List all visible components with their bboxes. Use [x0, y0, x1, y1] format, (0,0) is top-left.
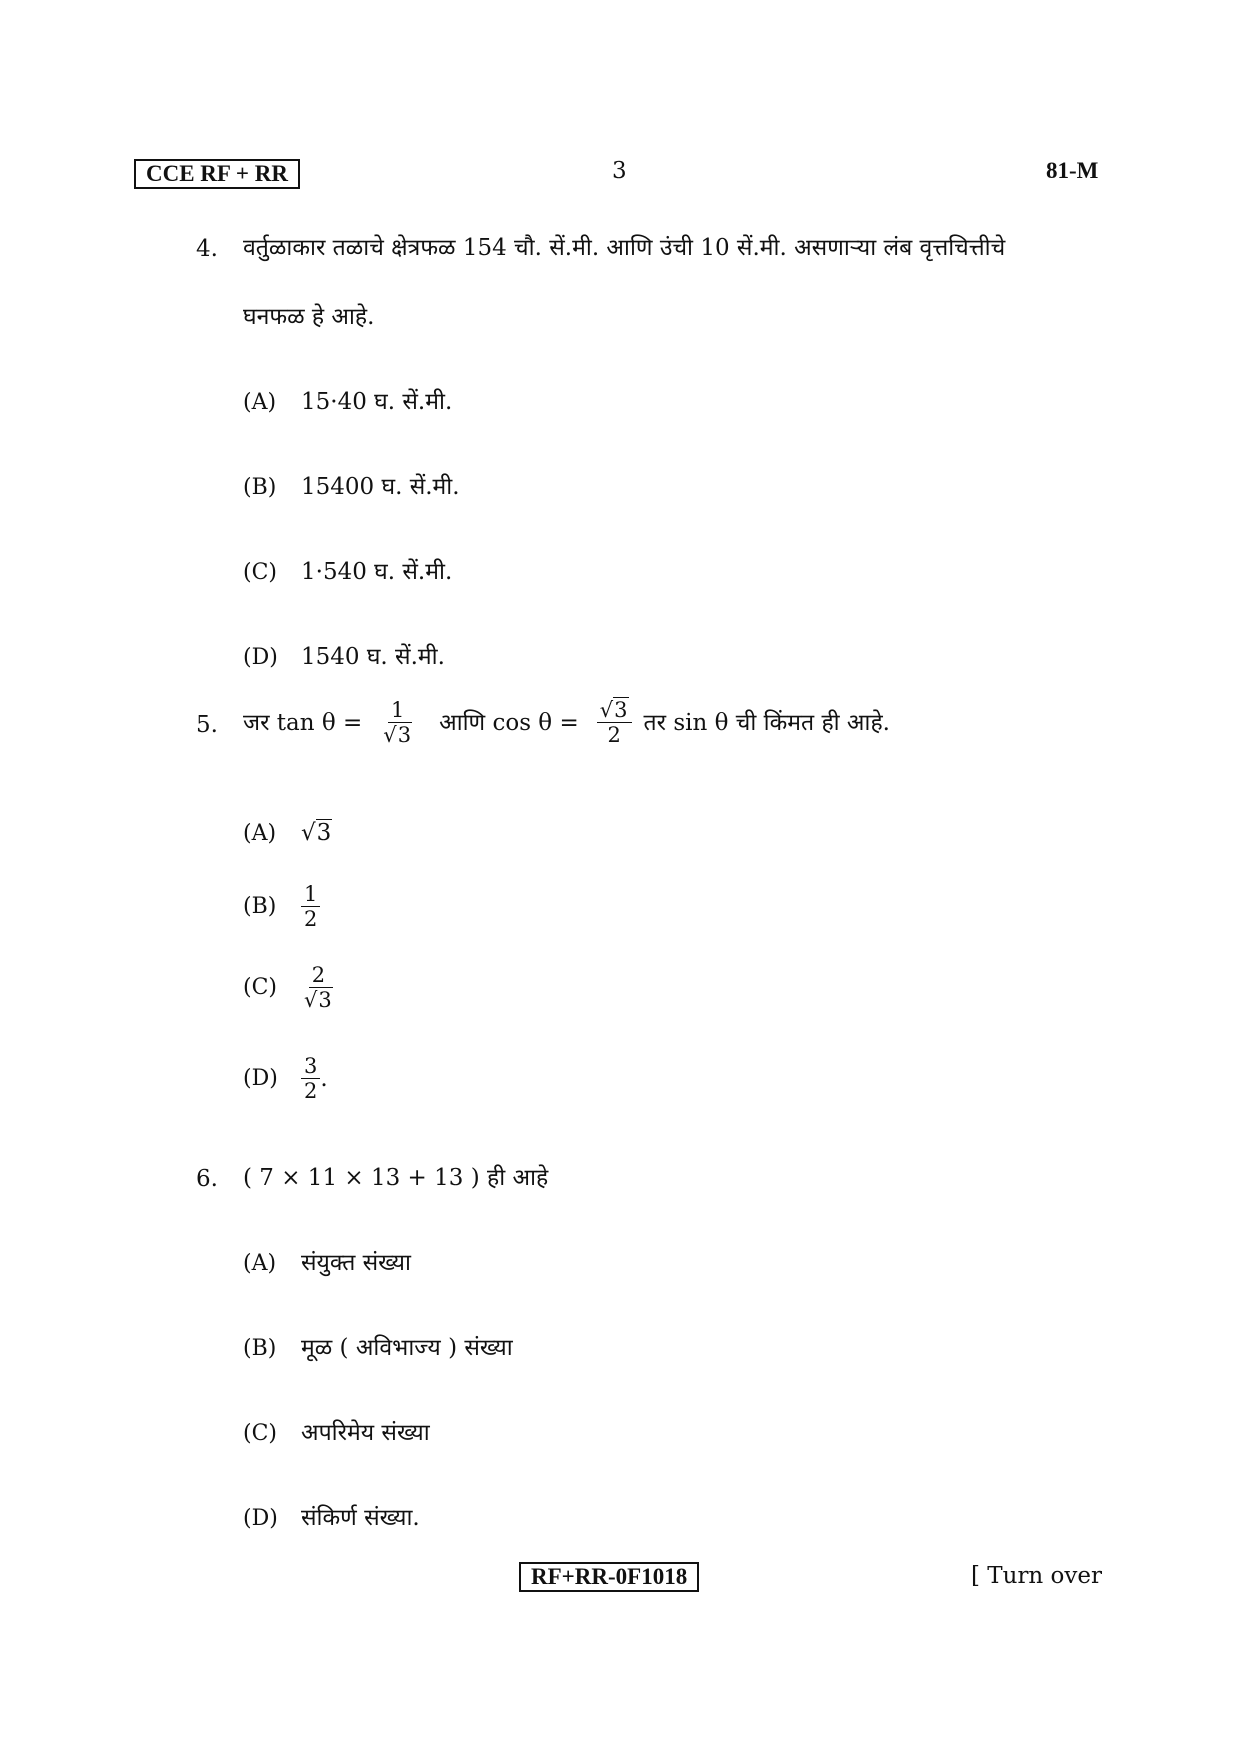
- option-text: मूळ ( अविभाज्य ) संख्या: [301, 1335, 513, 1361]
- q4-text-line2: घनफळ हे आहे.: [243, 304, 375, 330]
- q5-suffix: तर sin θ ची किंमत ही आहे.: [643, 709, 890, 736]
- option-label: (D): [243, 1066, 278, 1091]
- option-label: (A): [243, 389, 277, 415]
- option-label: (B): [243, 894, 277, 919]
- q4-option-d: [243, 642, 445, 672]
- option-fraction: [301, 1054, 320, 1103]
- q5-prefix: जर tan θ =: [243, 709, 363, 736]
- fraction-denominator: √3: [304, 988, 332, 1012]
- option-text: 15400 घ. सें.मी.: [301, 474, 460, 500]
- option-label: (D): [243, 1505, 278, 1531]
- fraction-numerator: 1: [388, 698, 407, 723]
- fraction-numerator: √3: [597, 698, 632, 723]
- option-text: 15·40 घ. सें.मी.: [301, 389, 453, 415]
- fraction-denominator: √3: [383, 723, 412, 747]
- q6-option-b: [243, 1333, 513, 1363]
- option-label: (A): [243, 820, 277, 846]
- radicand: 3: [316, 820, 332, 846]
- fraction-denominator: 2: [304, 907, 318, 931]
- q5-number: 5.: [196, 712, 218, 738]
- q4-option-a: [243, 387, 452, 417]
- footer-code: RF+RR-0F1018: [519, 1562, 699, 1592]
- radicand: 3: [318, 988, 332, 1012]
- q6-option-d: [243, 1503, 420, 1533]
- q5-option-d: [243, 1054, 328, 1103]
- q4-text-line1: वर्तुळाकार तळाचे क्षेत्रफळ 154 चौ. सें.मी. आणि उंची 10 सें.मी. असणाऱ्या लंब वृत्तचित्तीचे: [243, 235, 1006, 261]
- option-label: (A): [243, 1250, 277, 1276]
- q4-number: 4.: [196, 236, 218, 262]
- option-label: (B): [243, 474, 277, 500]
- q6-number: 6.: [196, 1166, 218, 1192]
- option-text: 1540 घ. सें.मी.: [301, 644, 445, 670]
- option-label: (D): [243, 644, 278, 670]
- q5-stem: [243, 698, 890, 747]
- q5-option-b: [243, 882, 320, 931]
- page-number: 3: [612, 158, 627, 184]
- option-text: अपरिमेय संख्या: [301, 1420, 430, 1446]
- q6-text: ( 7 × 11 × 13 + 13 ) ही आहे: [243, 1165, 549, 1191]
- fraction-numerator: 1: [301, 882, 320, 907]
- q5-middle: आणि cos θ =: [439, 709, 579, 736]
- option-text: संयुक्त संख्या: [301, 1250, 411, 1276]
- option-label: (C): [243, 559, 277, 585]
- fraction-numerator: 2: [309, 963, 328, 988]
- option-text: 1·540 घ. सें.मी.: [301, 559, 453, 585]
- q5-option-a: [243, 818, 332, 848]
- option-label: (B): [243, 1335, 277, 1361]
- option-fraction: [301, 882, 320, 931]
- option-suffix: .: [320, 1065, 328, 1092]
- turn-over: [ Turn over: [971, 1563, 1103, 1589]
- option-sqrt: √3: [301, 820, 332, 846]
- radicand: 3: [397, 723, 412, 747]
- fraction-numerator: 3: [301, 1054, 320, 1079]
- radicand: 3: [614, 698, 628, 722]
- q6-option-c: [243, 1418, 430, 1448]
- q4-option-b: [243, 472, 460, 502]
- q4-option-c: [243, 557, 452, 587]
- tan-fraction: [380, 698, 415, 747]
- cos-fraction: [597, 698, 632, 747]
- q6-option-a: [243, 1248, 411, 1278]
- header-code: CCE RF + RR: [134, 159, 300, 189]
- option-label: (C): [243, 1420, 277, 1446]
- fraction-denominator: 2: [607, 723, 621, 747]
- option-text: संकिर्ण संख्या.: [301, 1505, 420, 1531]
- paper-code: 81-M: [1046, 158, 1099, 183]
- option-fraction: [301, 963, 336, 1012]
- q5-option-c: [243, 963, 336, 1012]
- option-label: (C): [243, 975, 277, 1000]
- fraction-denominator: 2: [304, 1079, 318, 1103]
